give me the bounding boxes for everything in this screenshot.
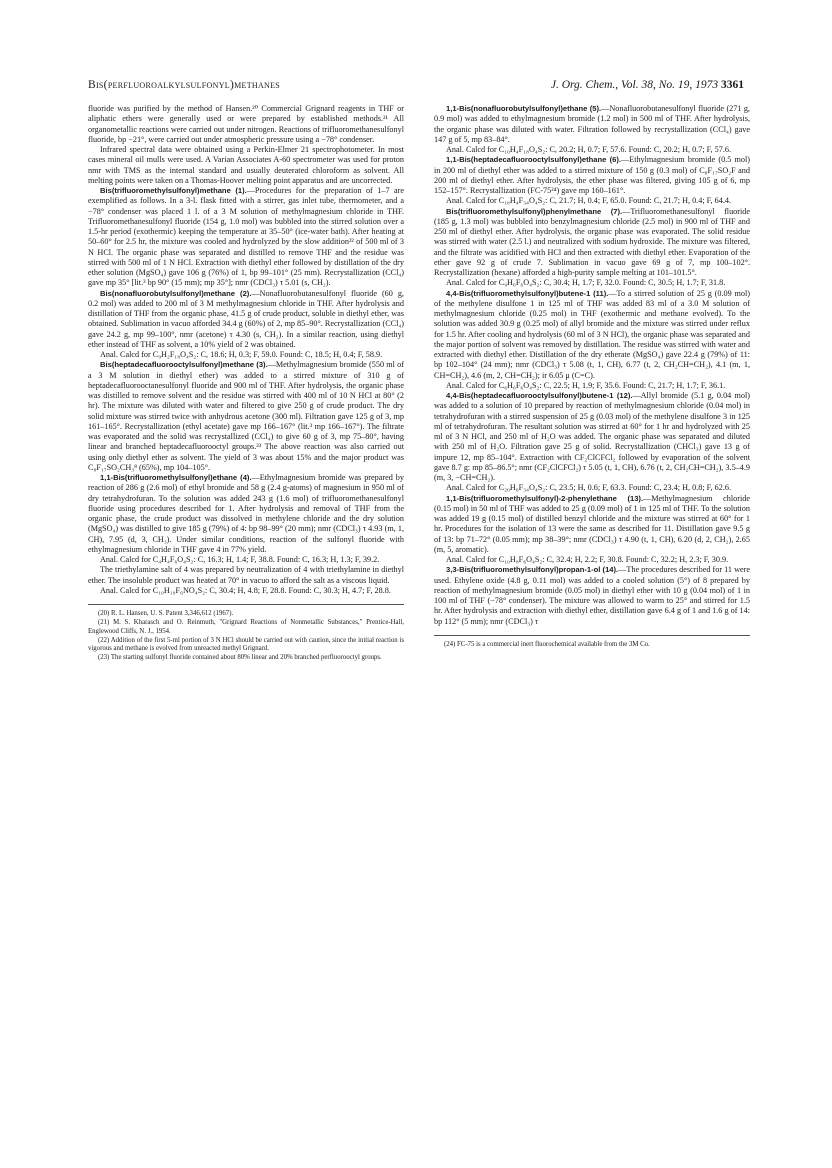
paragraph-text: —Nonafluorobutanesulfonyl fluoride (271 g, 0.9 mol) was added to ethylmagnesium bromide (1.2 mol) in 500 ml of THF. After hydrolysis, the organic phase was diluted with water. Filtration followed by recrystallization (CCl₄) gave 147 g of 5, mp 83–84°. [434, 104, 750, 144]
journal-citation [551, 79, 744, 91]
paragraph-text: —Methylmagnesium chloride (0.15 mol) in 50 ml of THF was added to 25 g (0.09 mol) of 1 in 125 ml of THF. To the solution was added 19 g (0.15 mol) of distilled benzyl chloride and the mixture was stirred at 60° for 1 hr. Procedures for the isolation of 13 were the same as described for 11. Distillation gave 9.5 g of 13: bp 71–72° (0.05 mm); mp 38–39°; nmr (CDCl₃) τ 4.90 (t, 1, CH), 6.20 (d, 2, CH₂), 2.65 (m, 5, aromatic). [434, 493, 750, 554]
body-paragraph [88, 104, 404, 145]
procedure-paragraph [88, 473, 404, 555]
analysis-paragraph [434, 483, 750, 493]
running-head [88, 79, 744, 95]
footnote: (23) The starting sulfonyl fluoride contained about 80% linear and 20% branched perfluorooctyl groups. [98, 654, 382, 662]
paragraph-text: —Allyl bromide (5.1 g, 0.04 mol) was added to a solution of 10 prepared by reaction of methylmagnesium chloride (0.04 mol) in tetrahydrofuran with a stirred suspension of 25 g (0.03 mol) of the methylene disulfone 3 in 125 ml of tetrahydrofuran. The resultant solution was stirred at 60° for 1 hr and hydrolyzed with 25 ml of 3 N HCl, and 250 ml of H₂O was added. The organic phase was separated and diluted with 250 ml of H₂O. Filtration gave 25 g of solid. Recrystallization (CHCl₃) gave 13 g of impure 12, mp 85–104°. Extraction with CF₂ClCFCl₂ followed by evaporation of the solvent gave 8.7 g: mp 85–86.5°; nmr (CF₂ClCFCl₂) τ 5.05 (t, 1, CH), 6.76 (t, 2, CH₂CH=CH₂), 3.5–4.9 (m, 3, −CH=CH₂). [434, 391, 750, 482]
compound-heading: 1,1-Bis(trifluoromethylsulfonyl)ethane (4). [100, 473, 252, 482]
compound-heading: Bis(trifluoromethylsulfonyl)phenylmethane (7). [446, 206, 623, 216]
compound-heading: 3,3-Bis(trifluoromethylsulfonyl)propan-1-ol (14). [446, 565, 619, 575]
compound-heading: 4,4-Bis(trifluoromethylsulfonyl)butene-1 (11). [446, 288, 609, 298]
paragraph-text: —The procedures described for 11 were used. Ethylene oxide (4.8 g, 0.11 mol) was added to a cooled solution (5°) of 8 prepared by reaction of methylmagnesium bromide (0.05 mol) in diethyl ether with 10 g (0.04 mol) of 1 in 100 ml of THF (−78° condenser). The mixture was allowed to warm to 25° and stirred for 1.5 hr. After hydrolysis and extraction with diethyl ether, distillation gave 6.4 g of 1 and 1.6 g of 14: bp 112° (5 mm); nmr (CDCl₃) τ [434, 565, 750, 626]
paragraph-text: fluoride was purified by the method of Hansen.²⁰ Commercial Grignard reagents in THF or aliphatic ethers were generally used or were prepared by established methods.²¹ All organometallic reactions were carried out under nitrogen. Reactions of trifluoromethanesulfonyl fluoride, bp −21°, were carried out under atmospheric pressure using a −78° condenser. [88, 104, 404, 144]
procedure-paragraph [88, 360, 404, 473]
paragraph-text: Infrared spectral data were obtained using a Perkin-Elmer 21 spectrophotometer. In most cases mineral oil mulls were used. A Varian Associates A-60 spectrometer was used for proton nmr with TMS as the internal standard and usually deuterated chloroform as solvent. All melting points were taken on a Thomas-Hoover melting point apparatus and are uncorrected. [88, 145, 404, 185]
paragraph-text: —Trifluoromethanesulfonyl fluoride (185 g, 1.3 mol) was bubbled into benzylmagnesium chloride (2.5 mol) in 900 ml of THF and 250 ml of diethyl ether. After hydrolysis, the organic phase was evaporated. The solid residue was stirred with water (2.5 l.) and neutralized with sodium hydroxide. The mixture was filtered, and the filtrate was acidified with HCl and then extracted with diethyl ether. Evaporation of the ether gave 92 g of crude 7. Sublimation in vacuo gave 69 g of 7, mp 100–102°. Recrystallization (hexane) afforded a high-purity sample melting at 101–101.5°. [434, 206, 750, 277]
paragraph-text: —Ethylmagnesium bromide was prepared by reaction of 286 g (2.6 mol) of ethyl bromide and 58 g (2.4 g-atoms) of magnesium in 950 ml of dry tetrahydrofuran. To the solution was added 243 g (1.6 mol) of trifluoromethanesulfonyl fluoride using procedures described for 1. After hydrolysis and removal of THF from the organic phase, the crude product was dissolved in methylene chloride and the dry solution (MgSO₄) was distilled to give 185 g (79%) of 4: bp 98–99° (20 mm); nmr (CDCl₃) τ 4.93 (m, 1, CH), 7.95 (d, 3, CH₃). Under similar conditions, reaction of the sulfonyl fluoride with ethylmagnesium chloride in THF gave 4 in 77% yield. [88, 473, 404, 554]
paragraph-text: —Methylmagnesium bromide (550 ml of a 3 M solution in diethyl ether) was added to a stirred mixture of 310 g of heptadecafluorooctanesulfonyl fluoride and 900 ml of THF. After hydrolysis, the organic phase was distilled to remove solvent and the residue was stirred with 400 ml of 10 N HCl at 80° (2 hr). The mixture was diluted with water and filtered to give 250 g of crude product. The dry solid mixture was stirred twice with anhydrous acetone (300 ml). Filtration gave 125 g of 3, mp 161–165°. Recrystallization (ethyl acetate) gave mp 166–167° (lit.³ mp 166–167°). The filtrate was evaporated and the solid was recrystallized (CCl₄) to give 60 g of 3, mp 75–80°, having linear and branched heptadecafluorooctyl groups.²³ The above reaction was also carried out using only diethyl ether as solvent. The yield of 3 was about 15% and the major product was C₈F₁₇SO₂CH₃⁸ (65%), mp 104–105°. [88, 360, 404, 472]
analysis-paragraph [88, 350, 404, 360]
footnote: (22) Addition of the first 5-ml portion of 3 N HCl should be carried out with caution, since the initial reaction is vigorous and methane is evolved from unreacted methyl Grignard. [88, 636, 404, 653]
analysis-paragraph [88, 555, 404, 565]
procedure-paragraph [434, 565, 750, 627]
paragraph-text: The triethylamine salt of 4 was prepared by neutralization of 4 with triethylamine in diethyl ether. The insoluble product was heated at 70° in vacuo to afford the salt as a viscous liquid. [88, 565, 404, 585]
compound-heading: 4,4-Bis(heptadecafluorooctylsulfonyl)butene-1 (12). [446, 391, 633, 400]
running-title: Bis(perfluoroalkylsulfonyl)methanes [88, 79, 281, 91]
footnote: (21) M. S. Kharasch and O. Reinmuth, "Grignard Reactions of Nonmetallic Substances," Prentice-Hall, Englewood Cliffs, N. J., 1954. [88, 619, 404, 635]
journal-name: J. Org. Chem., Vol. 38, No. 19, 1973 [550, 79, 719, 91]
footnote: (20) R. L. Hansen, U. S. Patent 3,346,612 (1967). [98, 610, 234, 617]
analysis-paragraph [434, 145, 750, 155]
paragraph-text: Anal. Calcd for C₁₀H₁₉F₆NO₄S₂: C, 30.4; H, 4.8; F, 28.8. Found: C, 30.3; H, 4.7; F, 28.8. [100, 585, 391, 595]
procedure-paragraph [434, 494, 750, 556]
right-column [434, 104, 750, 650]
paragraph-text: Anal. Calcd for C₉H₂F₁₈O₄S₂: C, 18.6; H, 0.3; F, 59.0. Found: C, 18.5; H, 0.4; F, 58.9. [100, 350, 383, 359]
analysis-paragraph [434, 196, 750, 206]
paragraph-text: Anal. Calcd for C₆H₆F₆O₄S₂: C, 22.5; H, 1.9; F, 35.6. Found: C, 21.7; H, 1.7; F, 36.1. [446, 380, 726, 390]
compound-heading: 1,1-Bis(trifluoromethylsulfonyl)-2-phenylethane (13). [446, 493, 644, 503]
procedure-paragraph [434, 391, 750, 483]
procedure-paragraph [434, 155, 750, 196]
paragraph-text: Anal. Calcd for C₁₀H₄F₁₈O₄S₂: C, 20.2; H, 0.7; F, 57.6. Found: C, 20.2; H, 0.7; F, 57.6. [446, 145, 732, 154]
paragraph-text: —Ethylmagnesium bromide (0.5 mol) in 200 ml of diethyl ether was added to a stirred mixture of 150 g (0.3 mol) of C₈F₁₇SO₂F and 200 ml of diethyl ether. After hydrolysis, the ether phase was filtered, giving 105 g of 6, mp 152–157°. Recrystallization (FC-75²⁴) gave mp 160–161°. [434, 155, 750, 195]
procedure-paragraph [88, 186, 404, 289]
footnote: (24) FC-75 is a commercial inert fluorochemical available from the 3M Co. [444, 640, 650, 648]
procedure-paragraph [88, 289, 404, 351]
paragraph-text: Anal. Calcd for C₄H₄F₆O₄S₂: C, 16.3; H, 1.4; F, 38.8. Found: C, 16.3; H, 1.3; F, 39.2. [100, 555, 380, 564]
footnotes [434, 635, 750, 649]
paragraph-text: Anal. Calcd for C₁₈H₄F₃₄O₄S₂: C, 21.7; H, 0.4; F, 65.0. Found: C, 21.7; H, 0.4; F, 64.4. [446, 196, 732, 206]
compound-heading: 1,1-Bis(nonafluorobutylsulfonyl)ethane (5). [446, 104, 602, 113]
compound-heading: Bis(trifluoromethylsulfonyl)methane (1). [100, 186, 247, 195]
paragraph-text: Anal. Calcd for C₉H₆F₆O₄S₂: C, 30.4; H, 1.7; F, 32.0. Found: C, 30.5; H, 1.7; F, 31.8. [446, 278, 726, 288]
analysis-paragraph [434, 381, 750, 391]
paragraph-text: Anal. Calcd for C₂₀H₆F₃₄O₄S₂: C, 23.5; H, 0.6; F, 63.3. Found: C, 23.4; H, 0.8; F, 62.6. [446, 483, 732, 493]
footnotes [88, 604, 404, 663]
analysis-paragraph [434, 278, 750, 288]
paragraph-text: —Procedures for the preparation of 1–7 are exemplified as follows. In a 3-l. flask fitted with a stirrer, gas inlet tube, thermometer, and a −78° condenser was placed 1 l. of a 3 M solution of methylmagnesium chloride in THF. Trifluoromethanesulfonyl fluoride (154 g, 1.0 mol) was bubbled into the stirred solution over a 1.5-hr period (exothermic) keeping the temperature at 35–50° (ice-water bath). After heating at 50–60° for 2.5 hr, the mixture was cooled and hydrolyzed by the slow addition²² of 500 ml of 3 N HCl. The organic phase was separated and distilled to remove THF and the residue was stirred with 500 ml of 1 N HCl. Extraction with diethyl ether followed by distillation of the dry ether solution (MgSO₄) gave 106 g (76%) of 1, bp 99–101° (25 mm). Recrystallization (CCl₄) gave mp 35° [lit.³ bp 90° (15 mm); mp 35°]; nmr (CDCl₃) τ 5.01 (s, CH₂). [88, 186, 404, 288]
procedure-paragraph [434, 289, 750, 381]
page-number: 3361 [721, 79, 744, 91]
compound-heading: Bis(nonafluorobutylsulfonyl)methane (2). [100, 288, 252, 298]
paragraph-text: —To a stirred solution of 25 g (0.09 mol) of the methylene disulfone 1 in 125 ml of THF was added 83 ml of a 3.0 M solution of methylmagnesium chloride (0.25 mol) in THF (exothermic and methane evolved). To the solution was added 30.9 g (0.25 mol) of allyl bromide and the mixture was stirred under reflux for 1.5 hr. After cooling and hydrolysis (60 ml of 3 N HCl), the organic phase was separated and the major portion of solvent was removed by distillation. The residue was stirred with water and extracted with diethyl ether. Distillation of the dry etherate (MgSO₄) gave 22.4 g (79%) of 11: bp 102–104° (24 mm); nmr (CDCl₃) τ 5.08 (t, 1, CH), 6.77 (t, 2, CH₂CH=CH₂), 4.1 (m, 1, CH=CH₂), 4.6 (m, 2, CH=CH₂); ir 6.05 μ (C=C). [434, 288, 750, 380]
compound-heading: Bis(heptadecafluorooctylsulfonyl)methane (3). [100, 360, 268, 370]
body-paragraph [88, 565, 404, 586]
analysis-paragraph [88, 586, 404, 596]
paragraph-text: Anal. Calcd for C₁₀H₈F₆O₄S₂: C, 32.4; H, 2.2; F, 30.8. Found: C, 32.2; H, 2.3; F, 30.9. [446, 555, 729, 564]
body-paragraph [88, 145, 404, 186]
analysis-paragraph [434, 555, 750, 565]
compound-heading: 1,1-Bis(heptadecafluorooctylsulfonyl)ethane (6). [446, 155, 621, 165]
procedure-paragraph [434, 104, 750, 145]
left-column [88, 104, 404, 664]
paragraph-text: —Nonafluorobutanesulfonyl fluoride (60 g, 0.2 mol) was added to 200 ml of 3 M methylmagnesium chloride in THF. After hydrolysis and distillation of THF from the organic phase, 41.5 g of crude product, soluble in diethyl ether, was obtained. Sublimation in vacuo afforded 34.4 g (60%) of 2, mp 85–90°. Recrystallization (CCl₄) gave 24.2 g, mp 99–100°, nmr (acetone) τ 4.30 (s, CH₂). In a similar reaction, using diethyl ether instead of THF as solvent, a 10% yield of 2 was obtained. [88, 288, 404, 349]
procedure-paragraph [434, 207, 750, 279]
